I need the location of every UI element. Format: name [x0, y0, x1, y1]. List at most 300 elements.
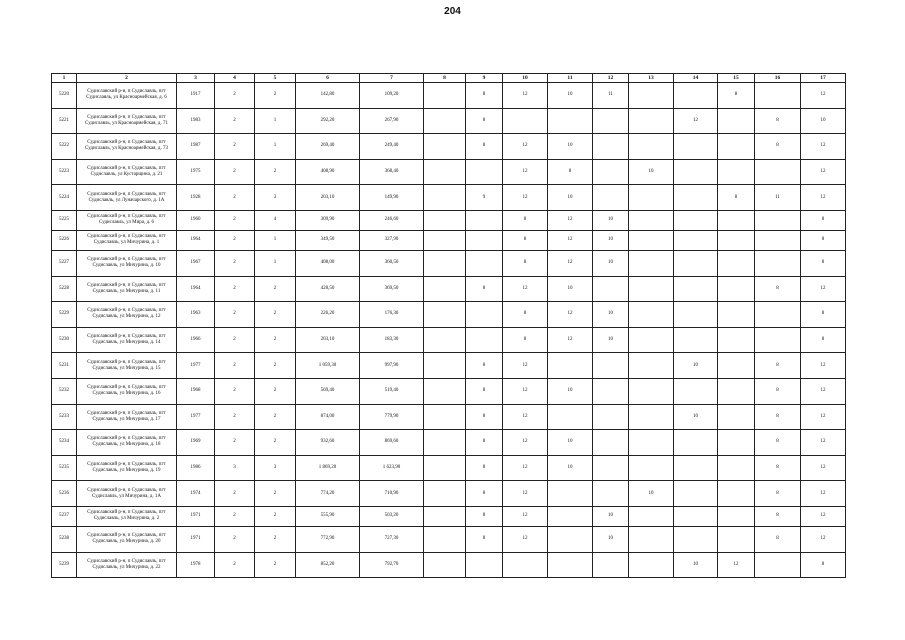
table-cell: 11: [593, 83, 629, 109]
address-cell: Судиславский р-н, п Судиславль, пгт Судиславль, ул Мичурина, д. 1А: [77, 481, 177, 507]
table-cell: [674, 276, 718, 302]
table-cell: 1 869,20: [296, 455, 360, 481]
table-cell: 10: [593, 250, 629, 276]
table-cell: 10: [593, 210, 629, 230]
table-row: [52, 353, 846, 379]
table-cell: [718, 481, 755, 507]
table-cell: [629, 134, 674, 160]
column-header: 17: [801, 74, 846, 83]
table-cell: [718, 302, 755, 328]
table-cell: 1987: [177, 134, 215, 160]
table-cell: [593, 276, 629, 302]
table-row: [52, 430, 846, 456]
table-cell: [593, 481, 629, 507]
table-cell: 10: [674, 404, 718, 430]
table-cell: [466, 327, 503, 353]
table-cell: 2: [255, 506, 296, 526]
table-cell: [718, 506, 755, 526]
table-cell: [755, 159, 801, 185]
table-cell: 12: [718, 552, 755, 578]
table-row: [52, 404, 846, 430]
table-cell: 12: [801, 185, 846, 211]
row-id-cell: 5238: [52, 526, 77, 552]
table-cell: [755, 302, 801, 328]
row-id-cell: 5230: [52, 327, 77, 353]
table-cell: 2: [215, 210, 255, 230]
table-cell: 327,90: [360, 230, 424, 250]
table-cell: [674, 302, 718, 328]
table-cell: [718, 250, 755, 276]
table-row: [52, 552, 846, 578]
table-row: [52, 378, 846, 404]
table-cell: 8: [503, 327, 548, 353]
table-cell: [674, 430, 718, 456]
column-header: 15: [718, 74, 755, 83]
table-cell: 2: [255, 159, 296, 185]
table-cell: [424, 552, 466, 578]
row-id-cell: 5222: [52, 134, 77, 160]
table-cell: [629, 327, 674, 353]
table-cell: 12: [503, 481, 548, 507]
table-cell: 8: [466, 83, 503, 109]
table-cell: 11: [755, 185, 801, 211]
row-id-cell: 5224: [52, 185, 77, 211]
table-cell: 2: [215, 552, 255, 578]
table-cell: [674, 378, 718, 404]
table-cell: 12: [503, 134, 548, 160]
table-cell: 555,90: [296, 506, 360, 526]
address-cell: Судиславский р-н, п Судиславль, пгт Судиславль, ул Мичурина, д. 1: [77, 230, 177, 250]
table-cell: 12: [801, 159, 846, 185]
table-cell: [424, 185, 466, 211]
table-cell: [424, 506, 466, 526]
table-row: [52, 250, 846, 276]
table-cell: 8: [466, 378, 503, 404]
table-cell: [718, 108, 755, 134]
table-cell: [466, 552, 503, 578]
table-cell: 2: [255, 481, 296, 507]
table-row: [52, 481, 846, 507]
table-cell: [548, 552, 593, 578]
table-cell: 2: [215, 276, 255, 302]
table-cell: [424, 353, 466, 379]
table-cell: [424, 134, 466, 160]
table-cell: [674, 327, 718, 353]
table-cell: 792,70: [360, 552, 424, 578]
table-cell: 8: [801, 210, 846, 230]
address-cell: Судиславский р-н, п Судиславль, пгт Судиславль, ул Красноармейская, д. 71: [77, 108, 177, 134]
table-cell: [593, 404, 629, 430]
table-cell: 774,20: [296, 481, 360, 507]
table-cell: 12: [503, 185, 548, 211]
table-cell: 12: [503, 83, 548, 109]
table-cell: 12: [548, 250, 593, 276]
table-cell: 8: [503, 210, 548, 230]
table-cell: 2: [255, 526, 296, 552]
row-id-cell: 5239: [52, 552, 77, 578]
table-cell: 10: [629, 159, 674, 185]
table-cell: [718, 378, 755, 404]
table-cell: 2: [215, 108, 255, 134]
column-header: 16: [755, 74, 801, 83]
row-id-cell: 5229: [52, 302, 77, 328]
address-cell: Судиславский р-н, п Судиславль, пгт Судиславль, ул Мичурина, д. 20: [77, 526, 177, 552]
table-cell: [424, 526, 466, 552]
table-cell: 8: [466, 108, 503, 134]
table-cell: 8: [801, 302, 846, 328]
table-cell: 2: [215, 404, 255, 430]
table-cell: [424, 250, 466, 276]
table-cell: [629, 83, 674, 109]
table-cell: [718, 134, 755, 160]
table-cell: 12: [801, 526, 846, 552]
table-cell: [629, 108, 674, 134]
table-cell: [629, 353, 674, 379]
table-cell: [755, 83, 801, 109]
column-header: 4: [215, 74, 255, 83]
table-cell: 1964: [177, 276, 215, 302]
table-body: [52, 83, 846, 578]
row-id-cell: 5223: [52, 159, 77, 185]
table-cell: [629, 378, 674, 404]
table-cell: 12: [503, 526, 548, 552]
table-cell: [674, 481, 718, 507]
table-cell: 3: [215, 455, 255, 481]
row-id-cell: 5236: [52, 481, 77, 507]
table-cell: [593, 159, 629, 185]
table-cell: [503, 552, 548, 578]
table-cell: [629, 302, 674, 328]
table-cell: 8: [755, 455, 801, 481]
table-cell: [629, 404, 674, 430]
table-cell: 12: [801, 134, 846, 160]
table-cell: 8: [718, 83, 755, 109]
row-id-cell: 5220: [52, 83, 77, 109]
table-cell: 203,10: [296, 185, 360, 211]
table-cell: [629, 230, 674, 250]
address-cell: Судиславский р-н, п Судиславль, пгт Судиславль, ул Мичурина, д. 22: [77, 552, 177, 578]
column-header: 6: [296, 74, 360, 83]
column-header: 12: [593, 74, 629, 83]
table-cell: 710,90: [360, 481, 424, 507]
table-cell: 109,20: [360, 83, 424, 109]
table-cell: [718, 404, 755, 430]
table-cell: 2: [255, 327, 296, 353]
table-cell: 1928: [177, 185, 215, 211]
table-cell: 8: [466, 455, 503, 481]
table-cell: [593, 134, 629, 160]
table-cell: 2: [215, 134, 255, 160]
table-cell: 12: [801, 430, 846, 456]
address-cell: Судиславский р-н, п Судиславль, пгт Судиславль, ул Луначарского, д. 1А: [77, 185, 177, 211]
table-cell: 12: [801, 506, 846, 526]
column-header: 14: [674, 74, 718, 83]
table-cell: 1 623,90: [360, 455, 424, 481]
table-cell: 226,20: [296, 302, 360, 328]
table-cell: 10: [674, 353, 718, 379]
table-cell: 428,50: [296, 276, 360, 302]
table-cell: 10: [548, 134, 593, 160]
table-cell: 8: [503, 250, 548, 276]
table-cell: [548, 526, 593, 552]
table-cell: 519,40: [360, 378, 424, 404]
table-cell: 1917: [177, 83, 215, 109]
address-cell: Судиславский р-н, п Судиславль, пгт Судиславль, ул Мичурина, д. 12: [77, 302, 177, 328]
table-cell: [593, 185, 629, 211]
table-cell: 176,30: [360, 302, 424, 328]
table-cell: 1971: [177, 526, 215, 552]
table-cell: 12: [548, 230, 593, 250]
table-cell: 2: [255, 276, 296, 302]
table-cell: 12: [503, 353, 548, 379]
table-row: [52, 526, 846, 552]
table-cell: 2: [215, 481, 255, 507]
table-cell: [718, 159, 755, 185]
table-cell: 8: [755, 430, 801, 456]
table-cell: 12: [548, 327, 593, 353]
table-cell: 8: [466, 481, 503, 507]
table-cell: [593, 353, 629, 379]
address-cell: Судиславский р-н, п Судиславль, пгт Судиславль, ул Мичурина, д. 11: [77, 276, 177, 302]
table-cell: [718, 526, 755, 552]
address-cell: Судиславский р-н, п Судиславль, пгт Судиславль, ул Мичурина, д. 15: [77, 353, 177, 379]
table-cell: 2: [215, 83, 255, 109]
table-cell: 12: [503, 378, 548, 404]
table-cell: 1967: [177, 250, 215, 276]
table-row: [52, 210, 846, 230]
row-id-cell: 5225: [52, 210, 77, 230]
table-cell: 10: [593, 302, 629, 328]
table-cell: [629, 526, 674, 552]
table-cell: 8: [466, 526, 503, 552]
table-cell: 8: [755, 276, 801, 302]
table-cell: [629, 250, 674, 276]
table-cell: [674, 210, 718, 230]
table-cell: 779,90: [360, 404, 424, 430]
row-id-cell: 5227: [52, 250, 77, 276]
table-cell: 10: [593, 506, 629, 526]
table-cell: 1977: [177, 353, 215, 379]
table-cell: 874,00: [296, 404, 360, 430]
table-cell: 10: [548, 378, 593, 404]
row-id-cell: 5233: [52, 404, 77, 430]
column-header: 5: [255, 74, 296, 83]
table-cell: [466, 250, 503, 276]
table-cell: [466, 210, 503, 230]
table-cell: 8: [755, 108, 801, 134]
table-cell: 8: [466, 430, 503, 456]
column-header: 7: [360, 74, 424, 83]
table-cell: 10: [548, 430, 593, 456]
table-cell: 142,80: [296, 83, 360, 109]
table-cell: 2: [255, 83, 296, 109]
table-cell: [424, 404, 466, 430]
table-cell: 1 059,30: [296, 353, 360, 379]
table-row: [52, 455, 846, 481]
table-cell: 360,50: [360, 250, 424, 276]
table-cell: 2: [215, 526, 255, 552]
table-cell: 1974: [177, 481, 215, 507]
column-header: 3: [177, 74, 215, 83]
table-cell: 408,90: [296, 159, 360, 185]
row-id-cell: 5232: [52, 378, 77, 404]
row-id-cell: 5228: [52, 276, 77, 302]
table-cell: 12: [503, 506, 548, 526]
table-cell: [674, 506, 718, 526]
table-cell: 503,20: [360, 506, 424, 526]
table-cell: 1977: [177, 404, 215, 430]
table-cell: [593, 430, 629, 456]
table-cell: 1983: [177, 108, 215, 134]
column-header: 8: [424, 74, 466, 83]
table-cell: 2: [255, 302, 296, 328]
address-cell: Судиславский р-н, п Судиславль, пгт Судиславль, ул Мичурина, д. 10: [77, 250, 177, 276]
table-cell: 2: [255, 404, 296, 430]
address-cell: Судиславский р-н, п Судиславль, пгт Судиславль, ул Мичурина, д. 17: [77, 404, 177, 430]
table-cell: 12: [801, 353, 846, 379]
table-cell: 869,60: [360, 430, 424, 456]
table-cell: [466, 230, 503, 250]
table-cell: 1963: [177, 302, 215, 328]
table-cell: [629, 552, 674, 578]
table-cell: [718, 430, 755, 456]
table-cell: 2: [255, 378, 296, 404]
table-cell: 8: [466, 404, 503, 430]
table-cell: 368,40: [360, 159, 424, 185]
table-cell: 2: [215, 378, 255, 404]
table-cell: 2: [215, 430, 255, 456]
table-cell: 12: [548, 210, 593, 230]
table-cell: 369,50: [360, 276, 424, 302]
table-cell: [424, 276, 466, 302]
table-cell: 1: [255, 250, 296, 276]
table-cell: [718, 276, 755, 302]
table-cell: 249,40: [360, 134, 424, 160]
data-table: [51, 73, 846, 578]
table-cell: 2: [215, 185, 255, 211]
table-cell: [674, 83, 718, 109]
table-cell: 3: [255, 185, 296, 211]
column-header: 13: [629, 74, 674, 83]
table-cell: [593, 455, 629, 481]
row-id-cell: 5231: [52, 353, 77, 379]
table-cell: 8: [755, 134, 801, 160]
table-cell: [424, 83, 466, 109]
table-cell: [755, 552, 801, 578]
table-cell: [548, 108, 593, 134]
table-cell: [593, 378, 629, 404]
table-cell: [629, 185, 674, 211]
table-cell: [674, 134, 718, 160]
table-cell: [674, 526, 718, 552]
table-cell: 2: [215, 159, 255, 185]
table-row: [52, 506, 846, 526]
table-cell: [629, 430, 674, 456]
table-cell: 12: [801, 481, 846, 507]
table-cell: [548, 404, 593, 430]
table-row: [52, 108, 846, 134]
table-cell: 10: [548, 185, 593, 211]
address-cell: Судиславский р-н, п Судиславль, пгт Судиславль, ул Красноармейская, д. 6: [77, 83, 177, 109]
table-cell: 8: [755, 481, 801, 507]
table-cell: 8: [755, 506, 801, 526]
table-cell: [548, 353, 593, 379]
table-cell: 2: [255, 430, 296, 456]
table-cell: [466, 302, 503, 328]
table-cell: 203,10: [296, 327, 360, 353]
table-cell: 1: [255, 108, 296, 134]
table-cell: 8: [801, 230, 846, 250]
table-cell: 8: [466, 506, 503, 526]
table-cell: 1978: [177, 552, 215, 578]
table-cell: 309,90: [296, 210, 360, 230]
table-cell: [424, 159, 466, 185]
table-cell: [674, 230, 718, 250]
table-cell: 10: [593, 327, 629, 353]
table-row: [52, 302, 846, 328]
table-cell: [674, 159, 718, 185]
table-cell: 3: [255, 455, 296, 481]
table-cell: [755, 210, 801, 230]
table-cell: 10: [593, 526, 629, 552]
table-row: [52, 230, 846, 250]
table-row: [52, 185, 846, 211]
table-cell: 292,20: [296, 108, 360, 134]
table-cell: 10: [548, 83, 593, 109]
table-cell: 2: [215, 250, 255, 276]
table-cell: 8: [755, 404, 801, 430]
table-cell: 10: [674, 552, 718, 578]
table-cell: 8: [503, 230, 548, 250]
table-cell: 267,90: [360, 108, 424, 134]
table-cell: 10: [801, 108, 846, 134]
column-header: 10: [503, 74, 548, 83]
table-cell: [674, 185, 718, 211]
table-cell: [629, 276, 674, 302]
table-cell: 12: [503, 276, 548, 302]
address-cell: Судиславский р-н, п Судиславль, пгт Судиславль, ул Мичурина, д. 14: [77, 327, 177, 353]
table-cell: 8: [466, 276, 503, 302]
table-row: [52, 134, 846, 160]
table-cell: [424, 108, 466, 134]
table-cell: 727,30: [360, 526, 424, 552]
address-cell: Судиславский р-н, п Судиславль, пгт Судиславль, ул Мичурина, д. 16: [77, 378, 177, 404]
table-row: [52, 83, 846, 109]
table-cell: [718, 353, 755, 379]
table-cell: [674, 455, 718, 481]
table-cell: [629, 506, 674, 526]
table-cell: 2: [215, 302, 255, 328]
table-cell: 8: [466, 353, 503, 379]
table-cell: 10: [548, 276, 593, 302]
table-cell: 8: [801, 552, 846, 578]
table-cell: 12: [503, 404, 548, 430]
table-cell: [718, 230, 755, 250]
table-cell: 349,50: [296, 230, 360, 250]
table-cell: 12: [801, 276, 846, 302]
table-cell: 10: [629, 481, 674, 507]
table-cell: [755, 230, 801, 250]
table-cell: 8: [503, 302, 548, 328]
table-cell: 408,00: [296, 250, 360, 276]
table-cell: 12: [801, 455, 846, 481]
table-cell: 1968: [177, 378, 215, 404]
table-cell: [424, 455, 466, 481]
table-cell: 2: [215, 353, 255, 379]
row-id-cell: 5234: [52, 430, 77, 456]
table-cell: 1: [255, 230, 296, 250]
table-cell: 1971: [177, 506, 215, 526]
